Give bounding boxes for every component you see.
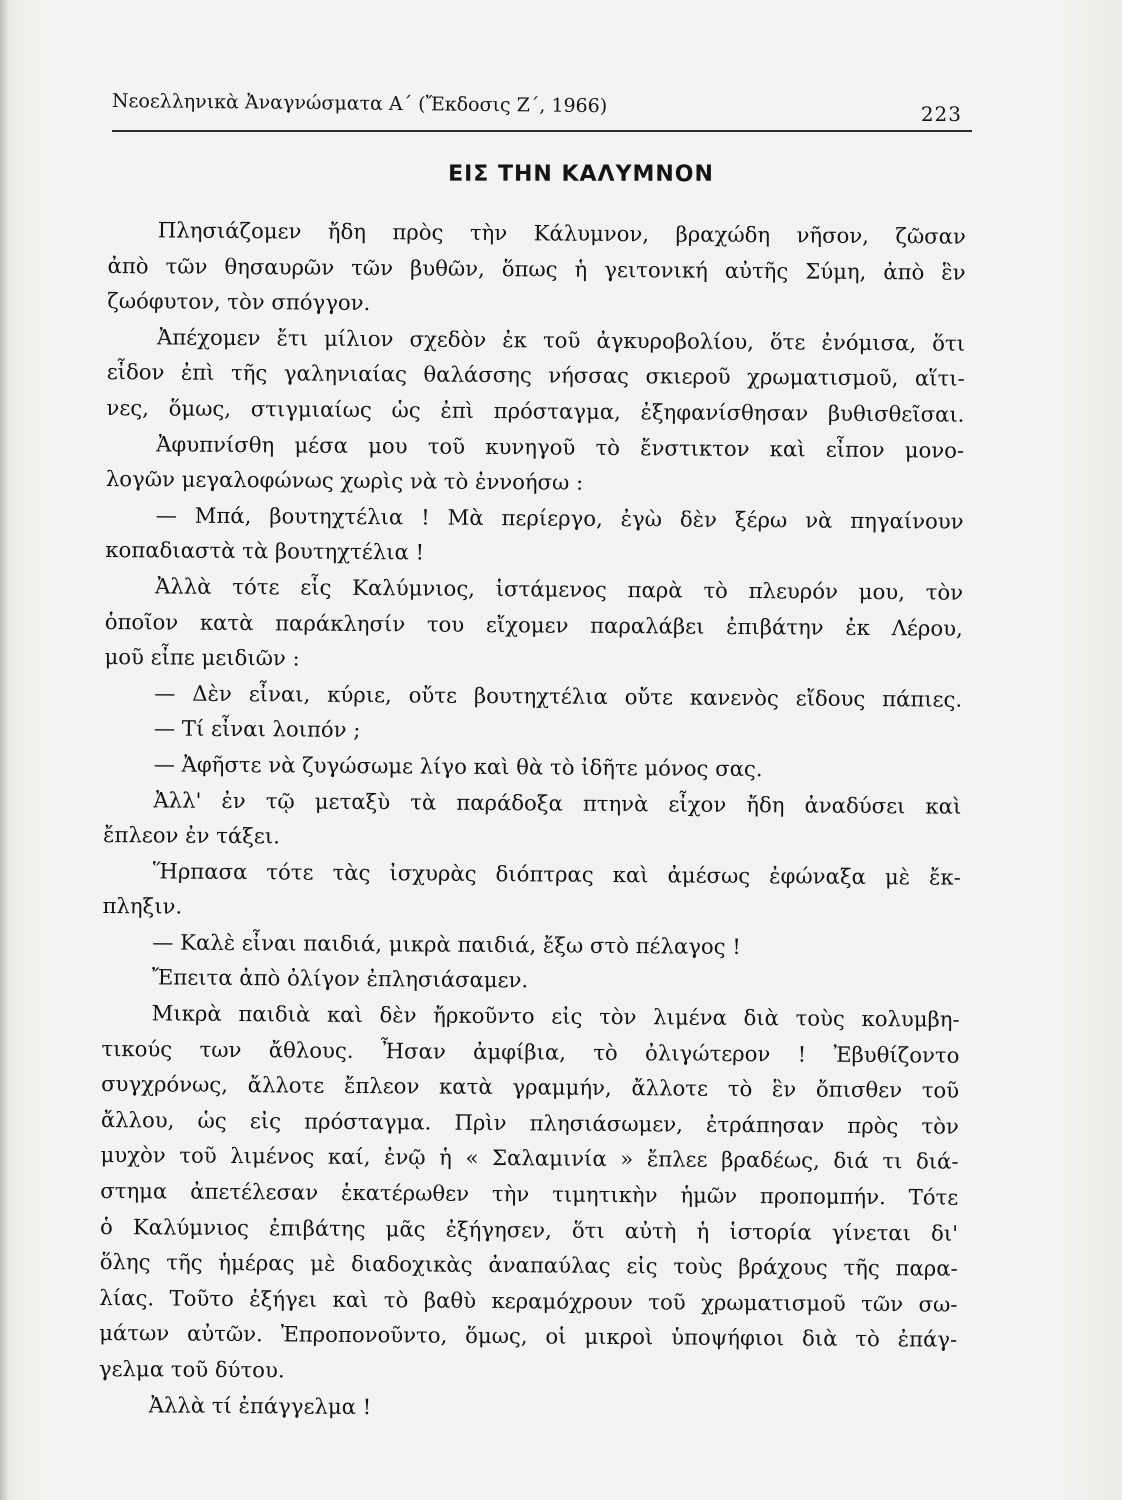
running-head: [112, 78, 972, 132]
text-line: συγχρόνως, ἄλλοτε ἔπλεον κατὰ γραμμήν, ἄλλοτε τὸ ἓν ὄπισθεν τοῦ: [101, 1071, 960, 1103]
text-line: τικούς των ἄθλους. Ἦσαν ἀμφίβια, τὸ ὀλιγώτερον ! Ἐβυθίζοντο: [101, 1035, 960, 1068]
text-line: κοπαδιαστὰ τὰ βουτηχτέλια !: [105, 537, 425, 565]
text-line: λογῶν μεγαλοφώνως χωρὶς νὰ τὸ ἐννοήσω :: [105, 466, 584, 495]
text-line: γελμα τοῦ δύτου.: [98, 1355, 285, 1383]
text-line: ἔπλεον ἐν τάξει.: [103, 822, 280, 849]
text-line: ὁ Καλύμνιος ἐπιβάτης μᾶς ἐξήγησεν, ὅτι αὐτὴ ἡ ἱστορία γίνεται δι': [99, 1213, 959, 1246]
text-line: ἄλλου, ὡς εἰς πρόσταγμα. Πρὶν πλησιάσωμεν, ἐτράπησαν πρὸς τὸν: [100, 1106, 959, 1139]
binding-edge: [0, 0, 8, 1500]
text-line: Ἀφυπνίσθη μέσα μου τοῦ κυνηγοῦ τὸ ἔνστικτον καὶ εἶπον μονο-: [156, 430, 965, 463]
text-line: Ἀλλὰ τί ἐπάγγελμα !: [148, 1391, 372, 1419]
text-line: μοῦ εἶπε μειδιῶν :: [104, 644, 300, 671]
text-line: λίας. Τοῦτο ἐξήγει καὶ τὸ βαθὺ κεραμόχρουν τοῦ χρωματισμοῦ τῶν σω-: [99, 1284, 958, 1317]
chapter-title: ΕΙΣ ΤΗΝ ΚΑΛΥΜΝΟΝ: [448, 162, 714, 187]
text-line: ζωόφυτον, τὸν σπόγγον.: [107, 288, 371, 316]
page-number: 223: [920, 102, 962, 126]
running-title: Νεοελληνικὰ Ἀναγνώσματα Α΄ (Ἔκδοσις Ζ΄, 1966): [111, 90, 608, 118]
text-line: στημα ἀπετέλεσαν ἑκατέρωθεν τὴν τιμητικὴν ἡμῶν προπομπήν. Τότε: [100, 1178, 959, 1210]
text-line: ἀπὸ τῶν θησαυρῶν τῶν βυθῶν, ὅπως ἡ γειτονική αὐτῆς Σύμη, ἀπὸ ἓν: [107, 252, 966, 285]
text-line: ὅλης τῆς ἡμέρας μὲ διαδοχικὰς ἀναπαύλας εἰς τοὺς βράχους τῆς παρα-: [99, 1249, 958, 1281]
text-line: μυχὸν τοῦ λιμένος καί, ἐνῷ ἡ « Σαλαμινία » ἔπλεε βραδέως, διά τι διά-: [100, 1142, 959, 1175]
text-line: εἶδον ἐπὶ τῆς γαληνιαίας θαλάσσης νήσσας σκιεροῦ χρωματισμοῦ, αἵτι-: [106, 359, 965, 392]
text-line: Ἀλλὰ τότε εἷς Καλύμνιος, ἱστάμενος παρὰ τὸ πλευρόν μου, τὸν: [154, 573, 964, 605]
text-line: — Ἀφῆστε νὰ ζυγώσωμε λίγο καὶ θὰ τὸ ἰδῆτε μόνος σας.: [153, 751, 763, 782]
text-line: — Μπά, βουτηχτέλια ! Μὰ περίεργο, ἐγὼ δὲν ξέρω νὰ πηγαίνουν: [155, 502, 964, 534]
text-line: Μικρὰ παιδιὰ καὶ δὲν ἤρκοῦντο εἰς τὸν λιμένα διὰ τοὺς κολυμβη-: [151, 1000, 960, 1032]
text-line: — Δὲν εἶναι, κύριε, οὔτε βουτηχτέλια οὔτε κανενὸς εἴδους πάπιες.: [154, 680, 963, 712]
text-line: μάτων αὐτῶν. Ἐπροπονοῦντο, ὅμως, οἱ μικροὶ ὑποψήφιοι διὰ τὸ ἐπάγ-: [99, 1320, 958, 1353]
text-line: Ἥρπασα τότε τὰς ἰσχυρὰς διόπτρας καὶ ἀμέσως ἐφώναξα μὲ ἔκ-: [152, 858, 961, 890]
text-line: — Καλὲ εἶναι παιδιά, μικρὰ παιδιά, ἔξω στὸ πέλαγος !: [152, 929, 741, 959]
text-line: Ἀπέχομεν ἔτι μίλιον σχεδὸν ἐκ τοῦ ἀγκυροβολίου, ὅτε ἐνόμισα, ὅτι: [156, 324, 966, 356]
text-line: ὁποῖον κατὰ παράκλησίν του εἴχομεν παραλάβει ἐπιβάτην ἐκ Λέρου,: [104, 608, 963, 641]
text-line: Πλησιάζομεν ἤδη πρὸς τὴν Κάλυμνον, βραχώδη νῆσον, ζῶσαν: [157, 217, 966, 249]
header-rule: [112, 130, 972, 132]
text-line: Ἀλλ' ἐν τῷ μεταξὺ τὰ παράδοξα πτηνὰ εἶχον ἤδη ἀναδύσει καὶ: [153, 786, 962, 819]
text-line: πληξιν.: [102, 893, 183, 919]
text-line: — Τί εἶναι λοιπόν ;: [153, 715, 361, 743]
text-line: Ἔπειτα ἀπὸ ὀλίγον ἐπλησιάσαμεν.: [151, 964, 529, 993]
body-text: [98, 212, 965, 1429]
text-line: νες, ὅμως, στιγμιαίως ὡς ἐπὶ πρόσταγμα, ἐξηφανίσθησαν βυθισθεῖσαι.: [106, 394, 965, 427]
